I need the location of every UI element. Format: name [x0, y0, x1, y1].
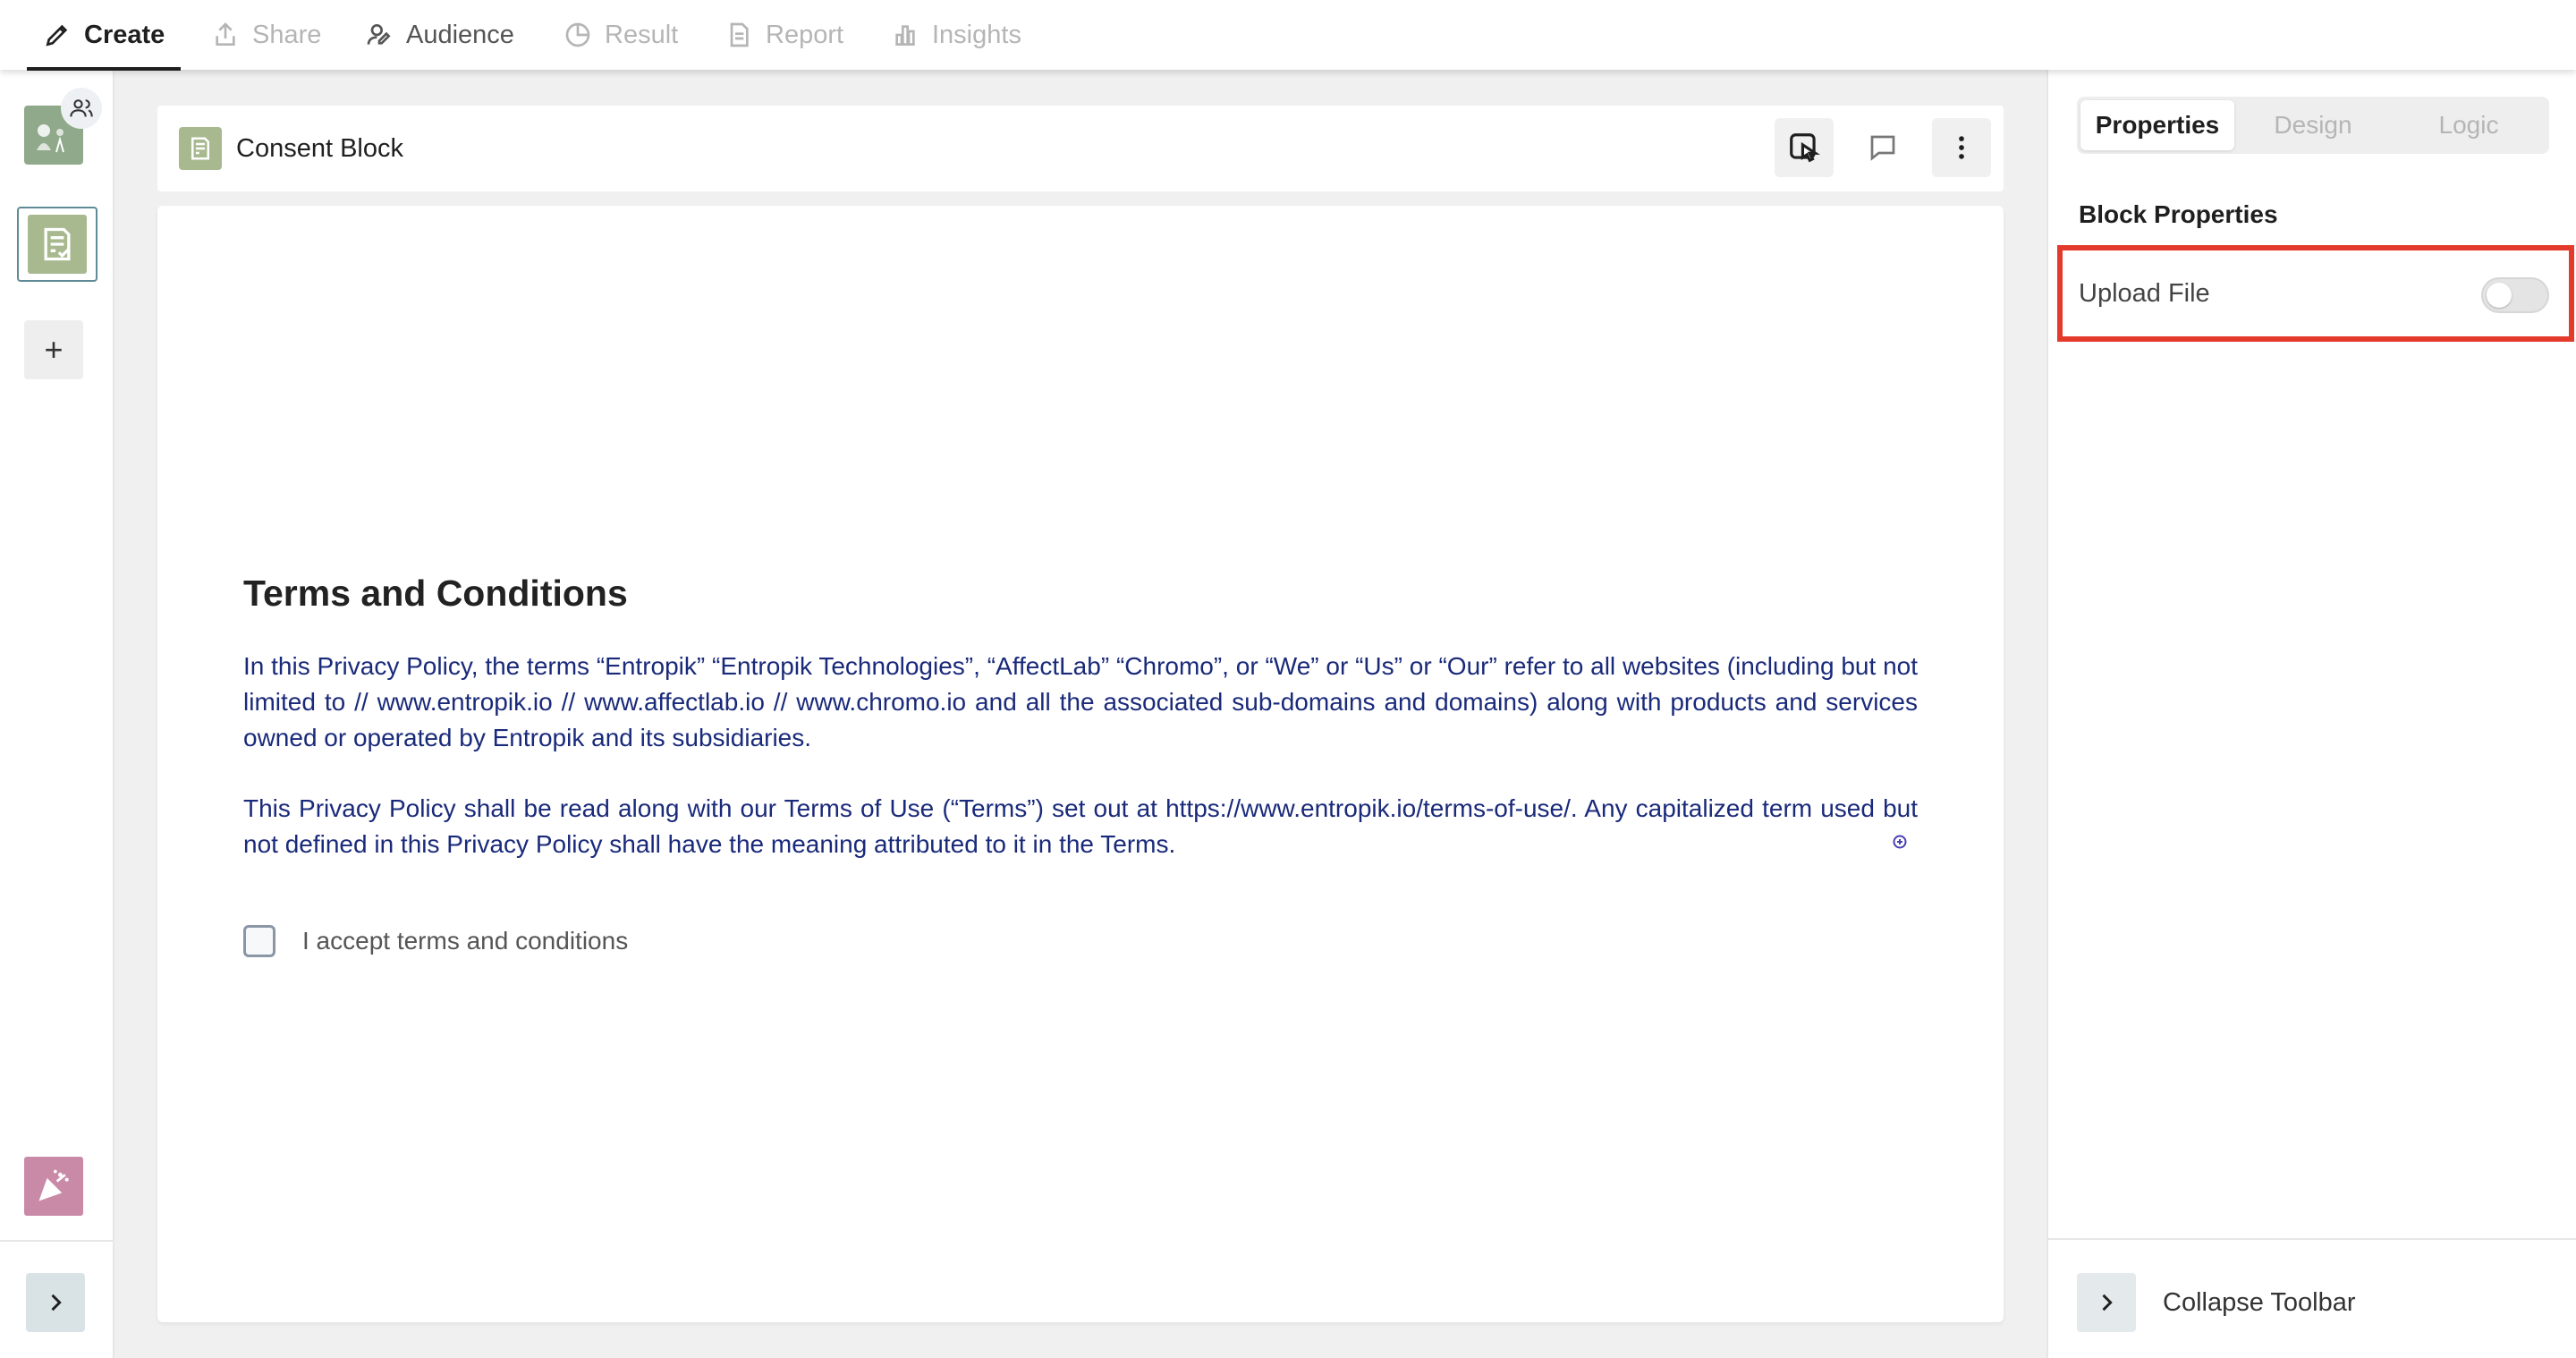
active-tab-indicator [27, 67, 181, 71]
terms-paragraph-2: This Privacy Policy shall be read along with our Terms of Use (“Terms”) set out at https://www.entropik.io/terms-of-use/. Any capitalized term used but not defined in this Privacy Policy shall have the meaning attributed to it in the Terms. [243, 794, 1918, 858]
block-rail [0, 70, 114, 1358]
rail-divider [0, 1240, 113, 1242]
consent-block-thumbnail[interactable] [17, 207, 97, 282]
upload-file-row [2057, 245, 2574, 342]
block-properties-title: Block Properties [2079, 200, 2278, 228]
accept-terms-row[interactable] [243, 921, 628, 961]
toggle-knob [2487, 283, 2512, 308]
terms-title: Terms and Conditions [243, 573, 628, 614]
end-block-thumbnail[interactable] [24, 1157, 83, 1216]
accept-terms-label: I accept terms and conditions [302, 927, 629, 955]
audience-badge[interactable] [61, 88, 102, 129]
consent-doc-icon [187, 135, 214, 162]
terms-paragraph-1: In this Privacy Policy, the terms “Entropik” “Entropik Technologies”, “AffectLab” “Chromo”, or “We” or “Us” or “Our” refer to all websites (including but not limited to // www.entropik.io // www.affectlab.io // www.chromo.io and all the associated sub-domains and domains) along with products and services owned or operated by Entropik and its subsidiaries. [243, 652, 1918, 751]
tab-report-label: Report [766, 20, 844, 49]
tab-result[interactable] [564, 0, 678, 70]
block-header [157, 106, 2004, 191]
pencil-icon [43, 21, 72, 49]
tab-audience-label: Audience [406, 20, 514, 49]
plus-icon: + [44, 331, 64, 368]
block-canvas [157, 206, 2004, 1322]
consent-block-icon [179, 127, 222, 170]
chevron-right-icon [2094, 1290, 2119, 1315]
tab-result-label: Result [605, 20, 679, 49]
more-vertical-icon [1946, 132, 1977, 163]
tab-share-label: Share [252, 20, 322, 49]
tab-share[interactable] [211, 0, 321, 70]
more-options-button[interactable] [1932, 118, 1991, 177]
tab-create[interactable] [43, 0, 165, 70]
add-circle-icon[interactable] [1893, 835, 1907, 849]
pie-icon [564, 21, 592, 49]
tab-audience[interactable] [365, 0, 514, 70]
tab-design[interactable]: Design [2274, 111, 2352, 139]
top-navigation [0, 0, 2576, 70]
collapse-toolbar-label[interactable]: Collapse Toolbar [2163, 1287, 2356, 1317]
tab-properties[interactable]: Properties [2080, 100, 2234, 150]
tab-logic[interactable]: Logic [2438, 111, 2499, 139]
tab-insights[interactable] [891, 0, 1021, 70]
preview-button[interactable] [1775, 118, 1834, 177]
document-icon [724, 21, 753, 49]
upload-file-label: Upload File [2079, 278, 2210, 308]
consent-thumb-tile [28, 215, 87, 274]
tab-insights-label: Insights [932, 20, 1021, 49]
block-title: Consent Block [236, 133, 403, 163]
comment-button[interactable] [1853, 118, 1912, 177]
tab-report[interactable] [724, 0, 843, 70]
properties-panel [2046, 70, 2576, 1358]
panel-divider [2048, 1238, 2576, 1240]
chevron-right-icon [43, 1290, 68, 1315]
accept-terms-checkbox[interactable] [243, 925, 275, 957]
consent-doc-icon [38, 225, 77, 264]
comment-icon [1867, 132, 1899, 164]
upload-file-toggle[interactable] [2481, 277, 2549, 313]
bar-chart-icon [891, 21, 919, 49]
users-icon [69, 96, 94, 121]
panel-tabs [2077, 97, 2549, 154]
share-icon [211, 21, 240, 49]
preview-icon [1787, 131, 1821, 165]
celebration-icon [34, 1167, 73, 1206]
audience-icon [365, 21, 394, 49]
add-block-button[interactable] [24, 320, 83, 379]
expand-rail-button[interactable] [26, 1273, 85, 1332]
collapse-toolbar-button[interactable] [2077, 1273, 2136, 1332]
tab-create-label: Create [84, 20, 165, 49]
